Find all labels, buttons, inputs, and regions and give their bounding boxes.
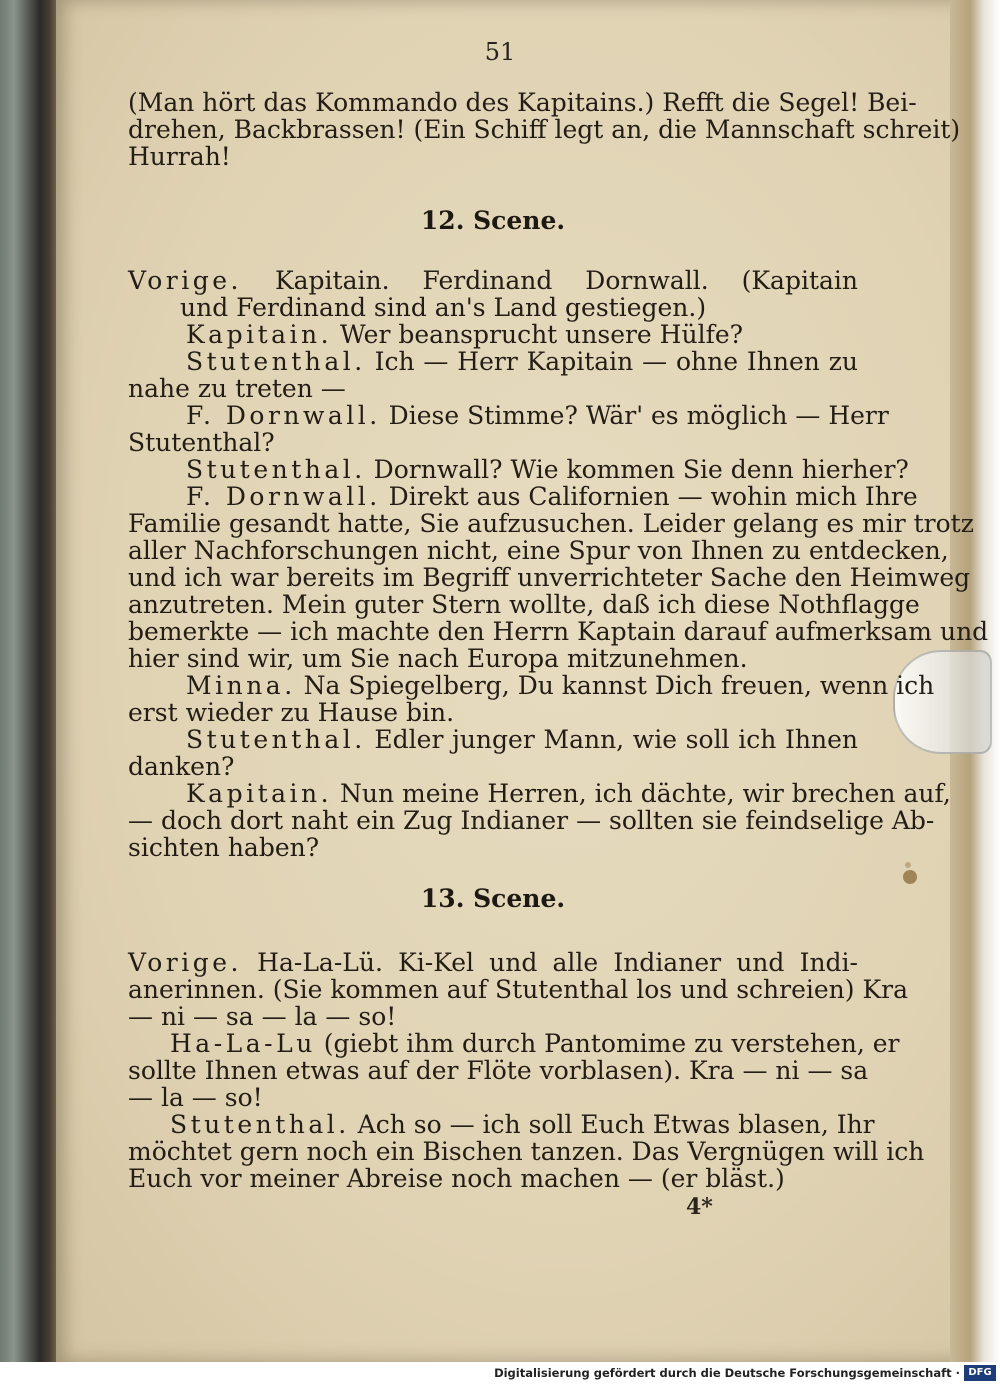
dialogue-line: nahe zu treten — [128, 374, 346, 403]
dialogue-line: und ich war bereits im Begriff unverrichteter Sache den Heimweg [128, 563, 971, 592]
page-tab-marker [893, 650, 992, 754]
paper-stain [903, 870, 917, 884]
text-line: Hurrah! [128, 142, 231, 171]
stage-direction-line: Vorige. Kapitain. Ferdinand Dornwall. (Kapitain [128, 266, 858, 295]
stage-direction-line: — ni — sa — la — so! [128, 1002, 397, 1031]
dialogue-line: Kapitain. Wer beansprucht unsere Hülfe? [186, 320, 744, 349]
dialogue-line: Stutenthal. Ich — Herr Kapitain — ohne Ihnen zu [186, 347, 858, 376]
dialogue-line: Stutenthal. Dornwall? Wie kommen Sie denn hierher? [186, 455, 909, 484]
dialogue-line: sollte Ihnen etwas auf der Flöte vorblasen). Kra — ni — sa [128, 1056, 869, 1085]
dialogue-line: Euch vor meiner Abreise noch machen — (er bläst.) [128, 1164, 785, 1193]
dialogue-line: anzutreten. Mein guter Stern wollte, daß ich diese Nothflagge [128, 590, 920, 619]
paper-stain [905, 862, 911, 868]
stage-direction-line: und Ferdinand sind an's Land gestiegen.) [180, 293, 707, 322]
dialogue-line: Stutenthal? [128, 428, 275, 457]
text-line: (Man hört das Kommando des Kapitains.) Refft die Segel! Bei- [128, 88, 917, 117]
scene-heading: 12. Scene. [420, 206, 566, 235]
page-number: 51 [484, 38, 516, 66]
dfg-logo: DFG [964, 1365, 996, 1381]
dialogue-line: Minna. Na Spiegelberg, Du kannst Dich freuen, wenn ich [186, 671, 935, 700]
stage-direction-line: anerinnen. (Sie kommen auf Stutenthal los und schreien) Kra [128, 975, 909, 1004]
dialogue-line: Kapitain. Nun meine Herren, ich dächte, wir brechen auf, [186, 779, 951, 808]
dialogue-line: — la — so! [128, 1083, 263, 1112]
book-gutter [0, 0, 62, 1362]
dialogue-line: hier sind wir, um Sie nach Europa mitzunehmen. [128, 644, 748, 673]
dialogue-line: — doch dort naht ein Zug Indianer — sollten sie feindselige Ab- [128, 806, 935, 835]
footer-credit: Digitalisierung gefördert durch die Deutsche Forschungsgemeinschaft · [494, 1366, 960, 1380]
footer-bar [0, 1362, 1000, 1386]
scene-heading: 13. Scene. [420, 884, 566, 913]
dialogue-line: Ha-La-Lu (giebt ihm durch Pantomime zu verstehen, er [170, 1029, 900, 1058]
signature-mark: 4* [686, 1194, 713, 1220]
dialogue-line: Stutenthal. Edler junger Mann, wie soll ich Ihnen [186, 725, 858, 754]
dialogue-line: danken? [128, 752, 235, 781]
dialogue-line: sichten haben? [128, 833, 320, 862]
dialogue-line: Stutenthal. Ach so — ich soll Euch Etwas blasen, Ihr [170, 1110, 875, 1139]
dialogue-line: F. Dornwall. Direkt aus Californien — wohin mich Ihre [186, 482, 918, 511]
stage-direction-line: Vorige. Ha-La-Lü. Ki-Kel und alle Indianer und Indi- [128, 948, 858, 977]
dialogue-line: möchtet gern noch ein Bischen tanzen. Das Vergnügen will ich [128, 1137, 925, 1166]
dialogue-line: erst wieder zu Hause bin. [128, 698, 455, 727]
dialogue-line: F. Dornwall. Diese Stimme? Wär' es möglich — Herr [186, 401, 889, 430]
dialogue-line: aller Nachforschungen nicht, eine Spur von Ihnen zu entdecken, [128, 536, 949, 565]
dialogue-line: Familie gesandt hatte, Sie aufzusuchen. Leider gelang es mir trotz [128, 509, 974, 538]
dialogue-line: bemerkte — ich machte den Herrn Kaptain darauf aufmerksam und [128, 617, 989, 646]
text-line: drehen, Backbrassen! (Ein Schiff legt an, die Mannschaft schreit) [128, 115, 961, 144]
